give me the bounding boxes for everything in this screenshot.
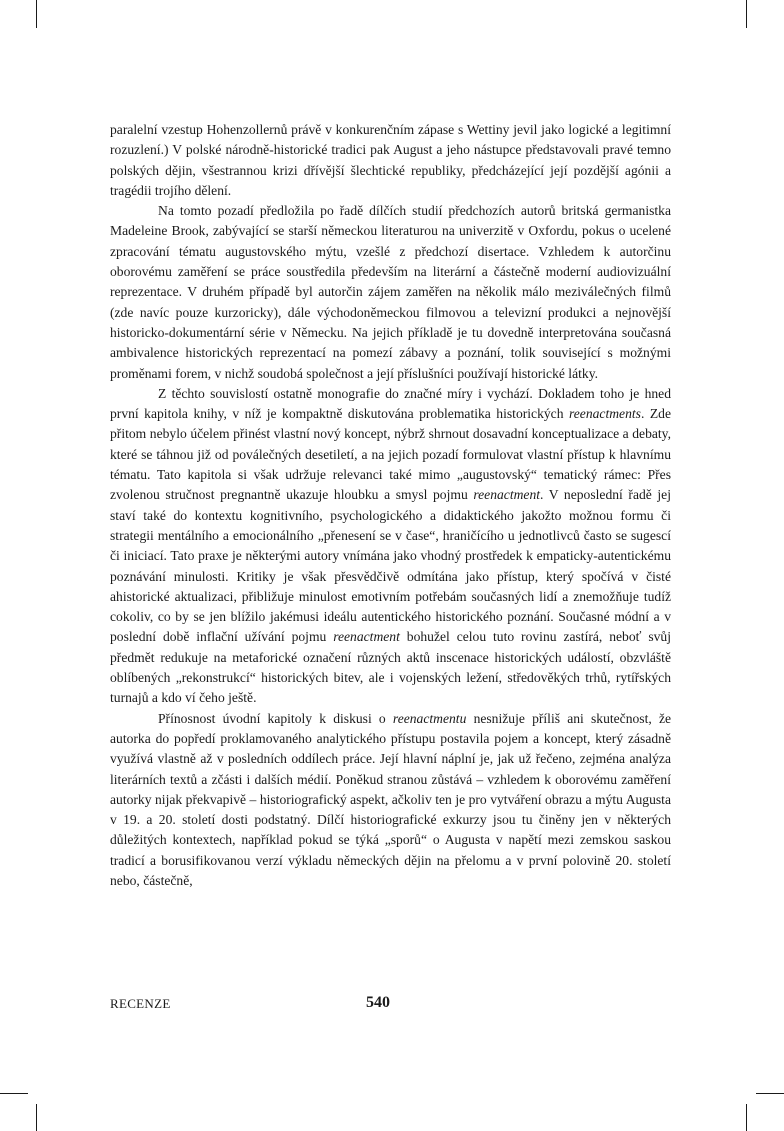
paragraph-text: . V neposlední řadě jej staví také do kontextu kognitivního, psychologického a didaktického jakožto možnou formu či strategii mentálního a emocionálního „přenesení se v čase“, hraničícího u jednotlivců často se sugescí či iniciací. Tato praxe je některými autory vnímána jako vhodný prostředek k empaticky-autentickému poznávání minulosti. Kritiky je však přesvědčivě odmítána jako přístup, který spočívá v čisté ahistorické aktualizaci, přibližuje minulost emotivním potřebám současných lidí a znemožňuje tudíž cokoliv, co by se jen blížilo jakémusi ideálu autentického historického poznání. Současné módní a v poslední době inflační užívání pojmu <box>110 487 671 645</box>
body-text <box>110 120 671 891</box>
footer-section-label: RECENZE <box>110 996 171 1011</box>
crop-mark-bottom-left-horizontal <box>0 1093 28 1094</box>
paragraph-text: Z těchto souvislostí ostatně monografie do značné míry i vychází. Dokladem toho je hned první kapitola knihy, v níž je kompaktně diskutována problematika historických <box>110 385 671 422</box>
crop-mark-top-right <box>746 0 747 28</box>
paragraph <box>110 384 671 709</box>
paragraph-text: Přínosnost úvodní kapitoly k diskusi o <box>158 710 393 726</box>
paragraph <box>110 709 671 892</box>
crop-mark-top-left <box>36 0 37 28</box>
paragraph-text: bohužel celou tuto rovinu zastírá, neboť svůj předmět redukuje na metaforické označení různých aktů inscenace historických událostí, obzvláště oblíbených „rekonstrukcí“ historických bitev, ale i vojenských ležení, středověkých trhů, rytířských turnajů a kdo ví čeho ještě. <box>110 629 671 706</box>
italic-term: reenactmentu <box>392 710 467 726</box>
italic-term: reenactment <box>333 629 400 645</box>
italic-term: reenactment <box>473 487 541 503</box>
crop-mark-bottom-right <box>746 1104 747 1131</box>
paragraph-text: . Zde přitom nebylo účelem přinést vlastní nový koncept, nýbrž shrnout dosavadní konceptualizace a debaty, které se táhnou již od poválečných desetiletí, a na jejich pozadí formulovat vlastní přístup k hlavnímu tématu. Tato kapitola si však udržuje relevanci také mimo „augustovský“ tematický rámec: Přes zvolenou stručnost pregnantně ukazuje hloubku a smysl pojmu <box>110 406 671 503</box>
paragraph <box>110 201 671 384</box>
crop-mark-bottom-right-horizontal <box>756 1093 784 1094</box>
paragraph-text: Na tomto pozadí předložila po řadě dílčích studií předchozích autorů britská germanistka Madeleine Brook, zabývající se starší německou literaturou na univerzitě v Oxfordu, pokus o ucelené zpracování tématu augustovského mýtu, vzešlé z předchozí disertace. Vzhledem k autorčinu oborovému zaměření se práce soustředila především na literární a částečně moderní audiovizuální reprezentace. V druhém případě byl autorčin zájem zaměřen na několik málo meziválečných filmů (zde navíc pouze kurzoricky), dále východoněmeckou filmovou a televizní produkci a nejnovější historicko-dokumentární série v Německu. Na jejich příkladě je tu dovedně interpretována současná ambivalence historických reprezentací na pomezí zábavy a poznání, tolik související s možnými proměnami forem, v nichž soudobá společnost a její příslušníci používají historické látky. <box>110 203 671 381</box>
crop-mark-bottom-left <box>36 1104 37 1131</box>
italic-term: reenactments <box>568 406 641 422</box>
paragraph-text: nesnižuje příliš ani skutečnost, že autorka do popředí proklamovaného analytického přístupu postavila pojem a koncept, který zásadně využívá vlastně až v posledních oddílech práce. Její hlavní náplní je, jak už řečeno, zejména analýza literárních textů a zčásti i dalších médií. Poněkud stranou zůstává – vzhledem k oborovému zaměření autorky nijak překvapivě – historiografický aspekt, ačkoliv ten je pro vytváření obrazu a mýtu Augusta v 19. a 20. století dosti podstatný. Dílčí historiografické exkurzy jsou tu činěny jen v některých důležitých kontextech, například pokud se týká „sporů“ o Augusta v napětí mezi zemskou saskou tradicí a borusifikovanou verzí výkladu německých dějin na přelomu a v první polovině 20. století nebo, částečně, <box>110 710 672 888</box>
paragraph-text: paralelní vzestup Hohenzollernů právě v konkurenčním zápase s Wettiny jevil jako logické a legitimní rozuzlení.) V polské národně-historické tradici pak August a jeho nástupce představovali pravé temno polských dějin, všestrannou krizi dřívější šlechtické republiky, předcházející její pozdější agónii a tragédii trojího dělení. <box>110 122 671 198</box>
paragraph <box>110 120 671 201</box>
page-number: 540 <box>366 994 390 1011</box>
